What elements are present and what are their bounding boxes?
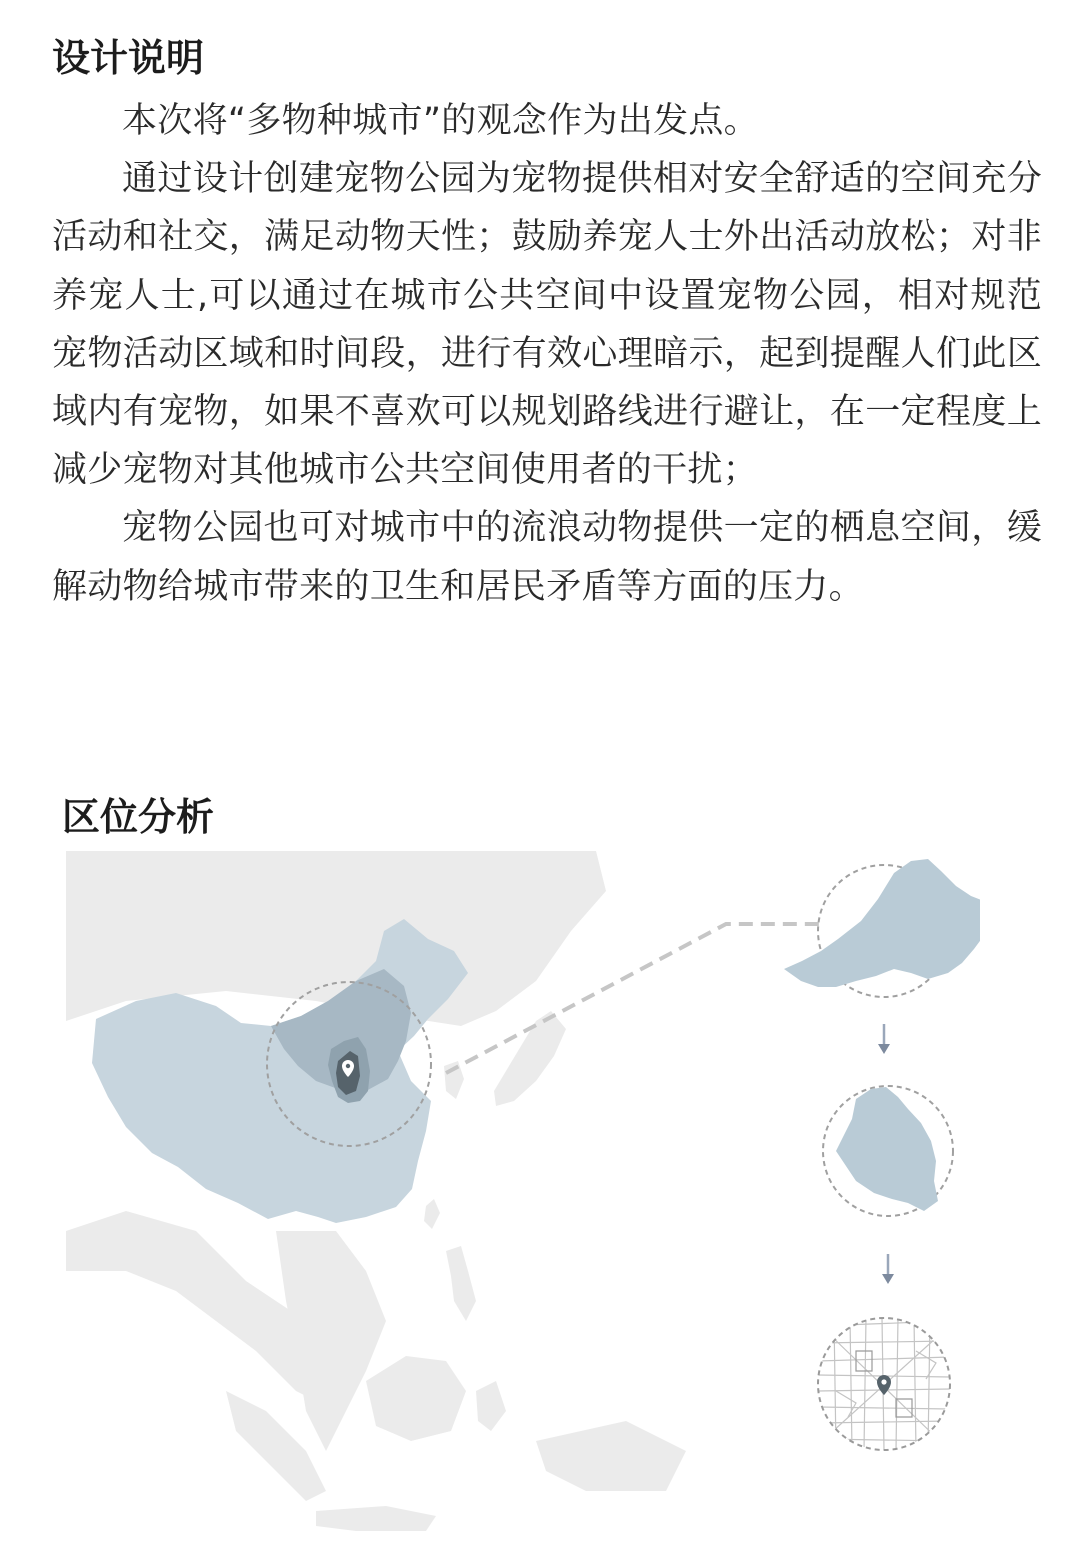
inset-street-map: [818, 1318, 950, 1450]
landmass-new-guinea: [536, 1421, 686, 1491]
design-paragraph-3: 宠物公园也可对城市中的流浪动物提供一定的栖息空间，缓解动物给城市带来的卫生和居民矛盾等方面的压力。: [52, 508, 1042, 607]
inset-city-shape: [836, 1087, 938, 1211]
inset-province: [784, 859, 980, 997]
design-paragraph-1: 本次将“多物种城市”的观念作为出发点。: [122, 101, 759, 141]
location-map-svg: [66, 851, 980, 1551]
landmass-java: [316, 1506, 436, 1531]
arrow-down-icon: [878, 1024, 890, 1054]
landmass-philippines: [446, 1246, 476, 1321]
design-description: [52, 92, 1042, 616]
section-title-design: 设计说明: [52, 36, 205, 80]
inset-city: [823, 1086, 953, 1216]
landmass-sulawesi: [476, 1381, 506, 1431]
arrow-down-icon: [882, 1254, 894, 1284]
landmass-borneo: [366, 1356, 466, 1441]
design-paragraph-2: 通过设计创建宠物公园为宠物提供相对安全舒适的空间充分活动和社交，满足动物天性；鼓励养宠人士外出活动放松；对非养宠人士,可以通过在城市公共空间中设置宠物公园，相对规范宠物活动区域和时间段，进行有效心理暗示，起到提醒人们此区域内有宠物，如果不喜欢可以规划路线进行避让，在一定程度上减少宠物对其他城市公共空间使用者的干扰；: [52, 159, 1042, 491]
location-map: [66, 851, 980, 1551]
landmass-japan: [494, 1011, 566, 1106]
section-title-location: 区位分析: [62, 795, 215, 839]
landmass-taiwan: [424, 1199, 440, 1229]
